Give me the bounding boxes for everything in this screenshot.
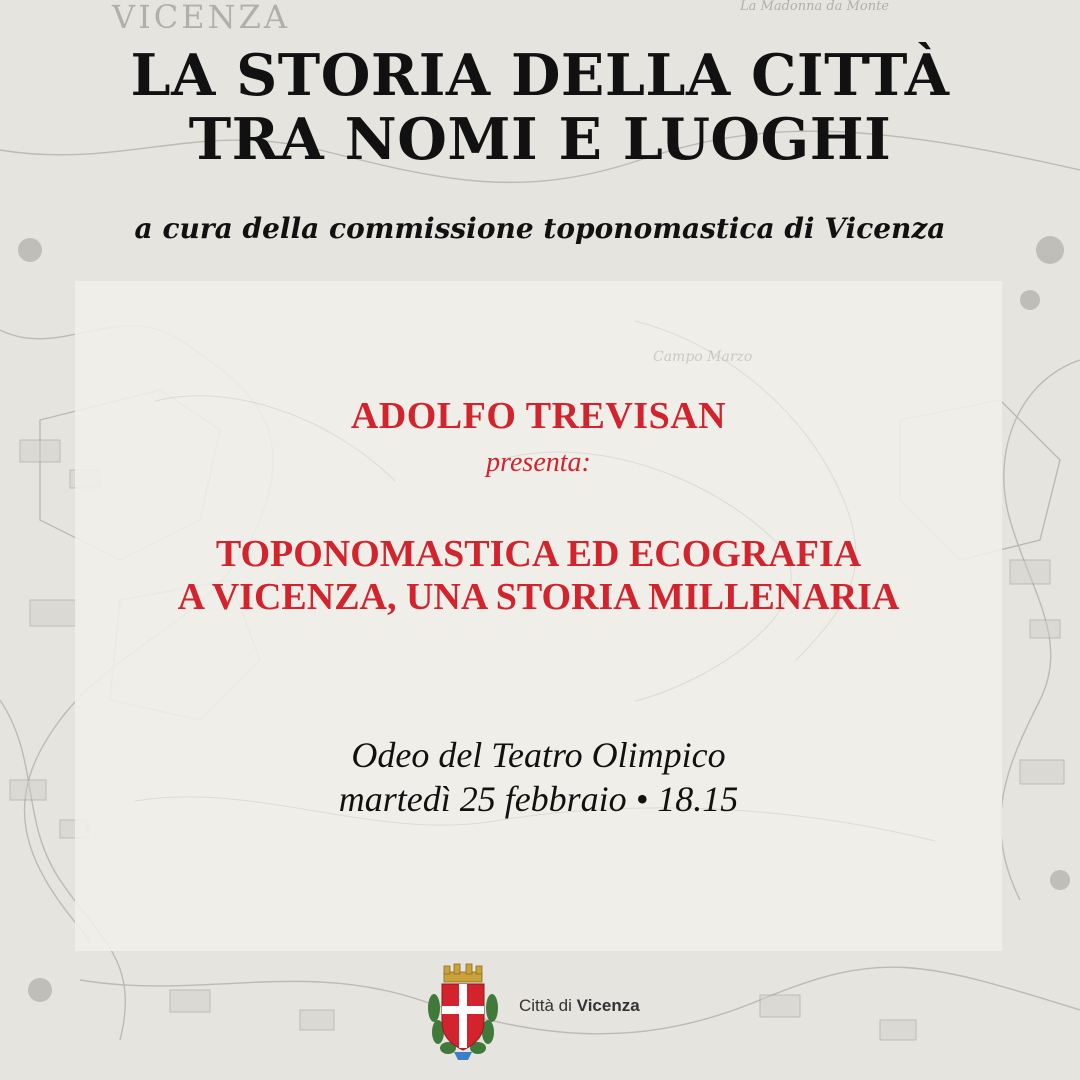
event-datetime: martedì 25 febbraio • 18.15 — [338, 779, 739, 819]
title-line-1: LA STORIA DELLA CITTÀ — [130, 42, 950, 109]
speaker-name: ADOLFO TREVISAN — [350, 395, 727, 437]
event-details — [75, 733, 1002, 821]
talk-title-line-1: TOPONOMASTICA ED ECOGRAFIA — [215, 533, 862, 575]
city-name: Vicenza — [576, 996, 640, 1015]
event-panel — [75, 281, 1002, 951]
page-title — [0, 44, 1080, 172]
city-prefix: Città di — [519, 996, 572, 1015]
city-logo — [424, 962, 684, 1062]
presents-label: presenta: — [486, 447, 591, 478]
map-text-madonna: La Madonna da Monte — [740, 0, 889, 14]
subtitle: a cura della commissione toponomastica di Vicenza — [134, 212, 946, 245]
talk-title-line-2: A VICENZA, UNA STORIA MILLENARIA — [177, 576, 900, 618]
city-label — [519, 996, 640, 1016]
title-line-2: TRA NOMI E LUOGHI — [188, 106, 892, 173]
map-text-vicenza: VICENZA — [112, 0, 290, 36]
talk-title — [75, 533, 1002, 619]
map-text-campo-marzo: Campo Marzo — [653, 349, 753, 365]
venue: Odeo del Teatro Olimpico — [351, 735, 726, 775]
vicenza-coat-of-arms-icon — [424, 962, 502, 1062]
